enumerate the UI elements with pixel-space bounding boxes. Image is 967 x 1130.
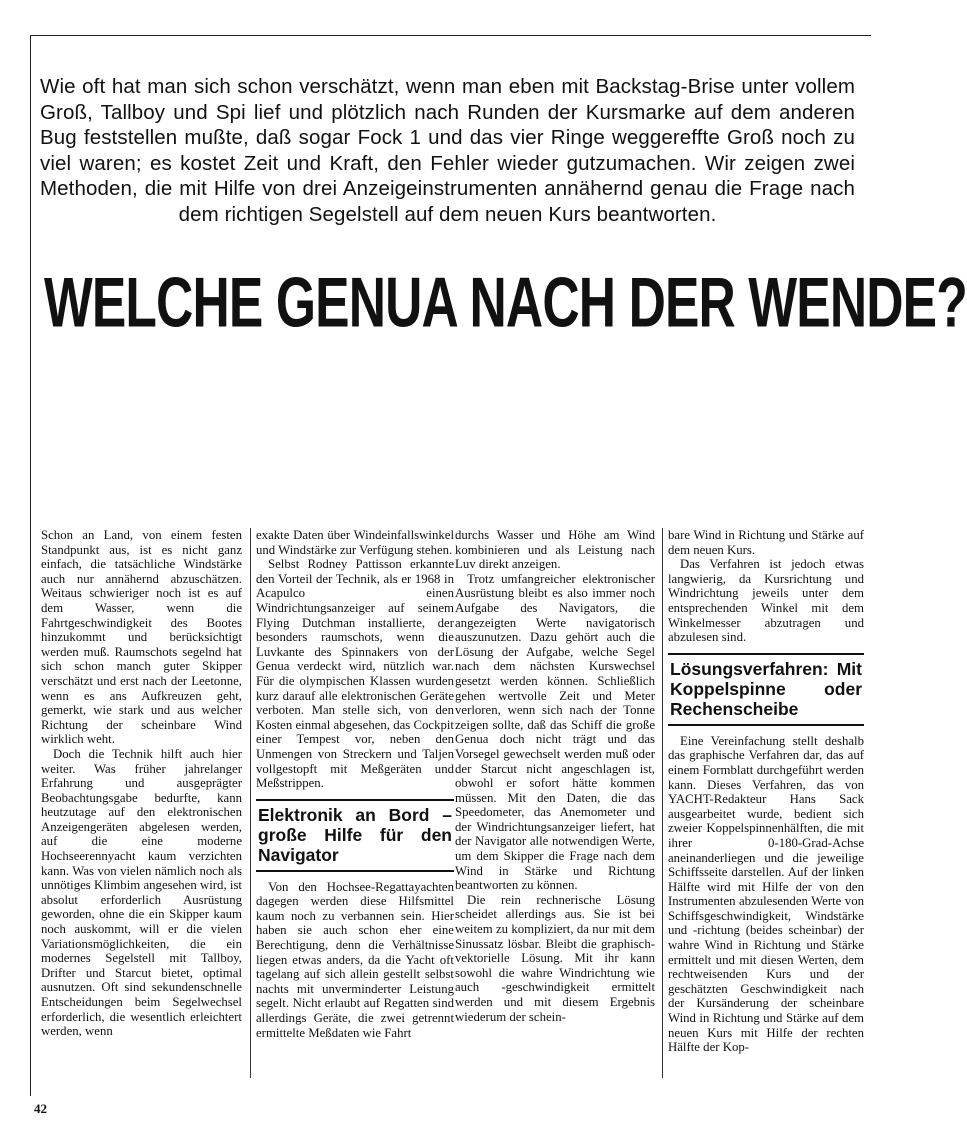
subheading-elektronik: Elektronik an Bord – große Hilfe für den Navigator	[256, 799, 454, 872]
page-number: 42	[34, 1101, 47, 1116]
column-1	[41, 528, 242, 1078]
paragraph: durchs Wasser und Höhe am Wind kombinieren und als Leistung nach Luv direkt anzeigen.	[455, 528, 655, 572]
paragraph: Trotz umfangreicher elektronischer Ausrüstung bleibt es also immer noch Aufgabe des Navigators, die angezeigten Werte navigatorisch auszunutzen. Dazu gehört auch die Lösung der Aufgabe, welche Segel nach dem nächsten Kurswechsel gesetzt werden können. Schließlich gehen wertvolle Zeit und Meter verloren, wenn sich nach der Tonne zeigen sollte, daß das Schiff die große Genua doch nicht trägt und das Vorsegel gewechselt werden muß oder der Starcut nicht angeschlagen ist, obwohl er sofort hätte kommen müssen. Mit den Daten, die das Speedometer, das Anemometer und der Windrichtungsanzeiger liefert, hat der Navigator alle notwendigen Werte, um dem Skipper die Frage nach dem Wind in Stärke und Richtung beantworten zu können.	[455, 571, 655, 893]
paragraph: exakte Daten über Windeinfallswinkel und Windstärke zur Verfügung stehen.	[256, 528, 454, 557]
column-3	[455, 528, 655, 1078]
paragraph: Doch die Technik hilft auch hier weiter. Was früher jahrelanger Erfahrung und ausgeprägter Beobachtungsgabe bedurfte, kann heutzutage auf den elektronischen Anzeigengeräten abgelesen werden, auf die eine moderne Hochseerennyacht kaum verzichten kann. Was von vielen nämlich noch als unnötiges Klimbim angesehen wird, ist absolut erforderlich Ausrüstung geworden, ohne die ein Skipper kaum noch auskommt, will er die vielen Variationsmöglichkeiten, die ein modernes Segelstell mit Tallboy, Drifter und Starcut bietet, optimal ausnutzen. Oft sind sekundenschnelle Entscheidungen beim Segelwechsel erforderlich, die wesentlich erleichtert werden, wenn	[41, 746, 242, 1039]
intro-text: Wie oft hat man sich schon verschätzt, wenn man eben mit Backstag-Brise unter vollem Groß, Tallboy und Spi lief und plötzlich nach Runden der Kursmarke auf dem anderen Bug feststellen mußte, daß sogar Fock 1 und das vier Ringe weggereffte Groß noch zu viel waren; es kostet Zeit und Kraft, den Fehler wieder gutzumachen. Wir zeigen zwei Methoden, die mit Hilfe von drei Anzeigeinstrumenten annähernd genau die Frage nach dem richtigen Segelstell auf dem neuen Kurs beantworten.	[40, 75, 855, 226]
paragraph: Das Verfahren ist jedoch etwas langwierig, da Kursrichtung und Windrichtung jeweils unter dem entsprechenden Winkel mit dem Winkelmesser abzutragen und abzulesen sind.	[668, 557, 864, 645]
column-4	[662, 528, 864, 1078]
paragraph: Schon an Land, von einem festen Standpunkt aus, ist es nicht ganz einfach, die tatsächliche Windstärke auch nur annähernd abzuschätzen. Weitaus schwieriger noch ist es auf dem Wasser, wenn die Fahrtgeschwindigkeit des Bootes hinzukommt und berücksichtigt werden muß. Raumschots segelnd hat sich schon manch guter Skipper verschätzt und erst nach der Leetonne, wenn es ans Aufkreuzen geht, gemerkt, wie stark und aus welcher Richtung der scheinbare Wind wirklich weht.	[41, 528, 242, 747]
subheading-loesungsverfahren: Lösungsverfahren: Mit Koppelspinne oder Rechenscheibe	[668, 653, 864, 726]
paragraph: bare Wind in Richtung und Stärke auf dem neuen Kurs.	[668, 528, 864, 557]
column-2	[250, 528, 454, 1078]
paragraph: Eine Vereinfachung stellt deshalb das graphische Verfahren dar, das auf einem Formblatt durchgeführt werden kann. Dieses Verfahren, das von YACHT-Redakteur Hans Sack ausgearbeitet wurde, bedient sich zweier Koppelspinnenhälften, die mit ihrer 0-180-Grad-Achse aneinanderliegen und die jeweilige Schiffsseite darstellen. Auf der linken Hälfte wird mit Hilfe der von den Instrumenten abzulesenden Werte von Schiffsgeschwindigkeit, Windstärke und -richtung (beides scheinbar) der wahre Wind in Richtung und Stärke ermittelt und mit diesen Werten, dem rechtweisenden Kurs und der geschätzten Geschwindigkeit nach der Kursänderung der scheinbare Wind in Richtung und Stärke auf dem neuen Kurs mit Hilfe der rechten Hälfte der Kop-	[668, 733, 864, 1055]
headline: WELCHE GENUA NACH DER WENDE?	[44, 262, 967, 343]
paragraph: Selbst Rodney Pattisson erkannte den Vorteil der Technik, als er 1968 in Acapulco einen Windrichtungsanzeiger auf seinem Flying Dutchman installierte, der besonders raumschots, wenn die Luvkante des Spinnakers von der Genua verdeckt wird, nützlich war. Für die olympischen Klassen wurden kurz darauf alle elektronischen Geräte verboten. Man stelle sich, von den Kosten einmal abgesehen, das Cockpit einer Tempest vor, neben den Unmengen von Streckern und Taljen vollgestopft mit Meßgeräten und Meßstrippen.	[256, 557, 454, 791]
paragraph: Die rein rechnerische Lösung scheidet allerdings aus. Sie ist bei weitem zu kompliziert, da nur mit dem Sinussatz lösbar. Bleibt die graphisch-vektorielle Lösung. Mit ihr kann sowohl die wahre Windrichtung wie auch -geschwindigkeit ermittelt werden und mit diesem Ergebnis wiederum der schein-	[455, 892, 655, 1024]
paragraph: Von den Hochsee-Regattayachten dagegen werden diese Hilfsmittel kaum noch zu verbannen sein. Hier haben sie auch schon eher eine Berechtigung, denn die Verhältnisse liegen etwas anders, da die Yacht oft tagelang auf sich allein gestellt selbst nachts mit unverminderter Leistung segelt. Nicht erlaubt auf Regatten sind allerdings Geräte, die zwei getrennt ermittelte Meßdaten wie Fahrt	[256, 879, 454, 1040]
